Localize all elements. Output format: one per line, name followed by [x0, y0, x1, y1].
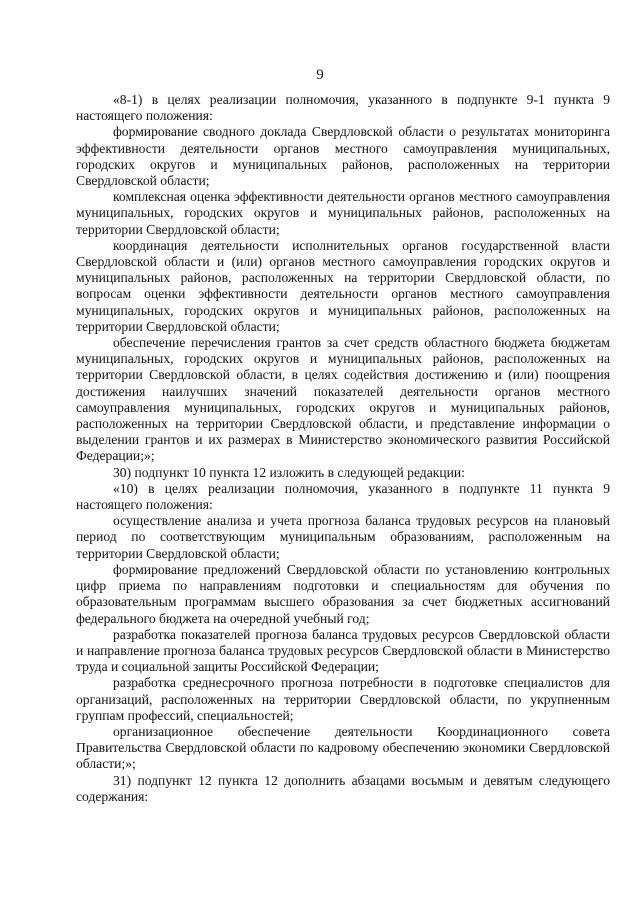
paragraph-item-30: 30) подпункт 10 пункта 12 изложить в следующей редакции: [113, 464, 465, 480]
page-number: 9 [316, 67, 324, 83]
document-body [76, 92, 610, 805]
paragraph-labor-analysis: осуществление анализа и учета прогноза баланса трудовых ресурсов на плановый период по соответствующим муниципальным образованиям, расположенным на территории Свердловской области; [76, 513, 610, 561]
paragraph-labor-forecast: разработка показателей прогноза баланса трудовых ресурсов Свердловской области и направление прогноза баланса трудовых ресурсов Свердловской области в Министерство труда и социальной защиты Российской Федерации; [76, 626, 610, 675]
paragraph-10-intro: «10) в целях реализации полномочия, указанного в подпункте 11 пункта 9 настоящего положения: [76, 480, 610, 513]
paragraph-grants: обеспечение перечисления грантов за счет средств областного бюджета бюджетам муниципальных, городских округов и муниципальных районов, расположенных на территории Свердловской области, в целях содействия достижению и (или) поощрения достижения наилучших значений показателей деятельности органов местного самоуправления муниципальных, городских округов и муниципальных районов, расположенных на территории Свердловской области, и представление информации о выделении грантов и их размерах в Министерство экономического развития Российской Федерации;»; [76, 335, 610, 464]
paragraph-admission-figures: формирование предложений Свердловской области по установлению контрольных цифр приема по направлениям подготовки и специальностям для обучения по образовательным программам высшего образования за счет бюджетных ассигнований федерального бюджета на очередной учебный год; [76, 561, 610, 626]
paragraph-specialists-forecast: разработка среднесрочного прогноза потребности в подготовке специалистов для организаций, расположенных на территории Свердловской области, по укрупненным группам профессий, специальностей; [76, 675, 610, 723]
paragraph-item-31: 31) подпункт 12 пункта 12 дополнить абзацами восьмым и девятым следующего содержания: [76, 772, 610, 804]
paragraph-coordination: координация деятельности исполнительных органов государственной власти Свердловской области и (или) органов местного самоуправления городских округов и муниципальных районов, расположенных на территории Свердловской области, по вопросам оценки эффективности деятельности органов местного самоуправления муниципальных, городских округов и муниципальных районов, расположенных на территории Свердловской области; [76, 237, 610, 334]
paragraph-8-1-intro: «8-1) в целях реализации полномочия, указанного в подпункте 9-1 пункта 9 настоящего положения: [76, 92, 610, 124]
paragraph-comprehensive-assessment: комплексная оценка эффективности деятельности органов местного самоуправления муниципальных, городских округов и муниципальных районов, расположенных на территории Свердловской области; [76, 189, 610, 237]
paragraph-summary-report: формирование сводного доклада Свердловской области о результатах мониторинга эффективности деятельности органов местного самоуправления муниципальных, городских округов и муниципальных районов, расположенных на территории Свердловской области; [76, 124, 610, 189]
paragraph-coordination-council: организационное обеспечение деятельности Координационного совета Правительства Свердловской области по кадровому обеспечению экономики Свердловской области;»; [76, 723, 610, 772]
